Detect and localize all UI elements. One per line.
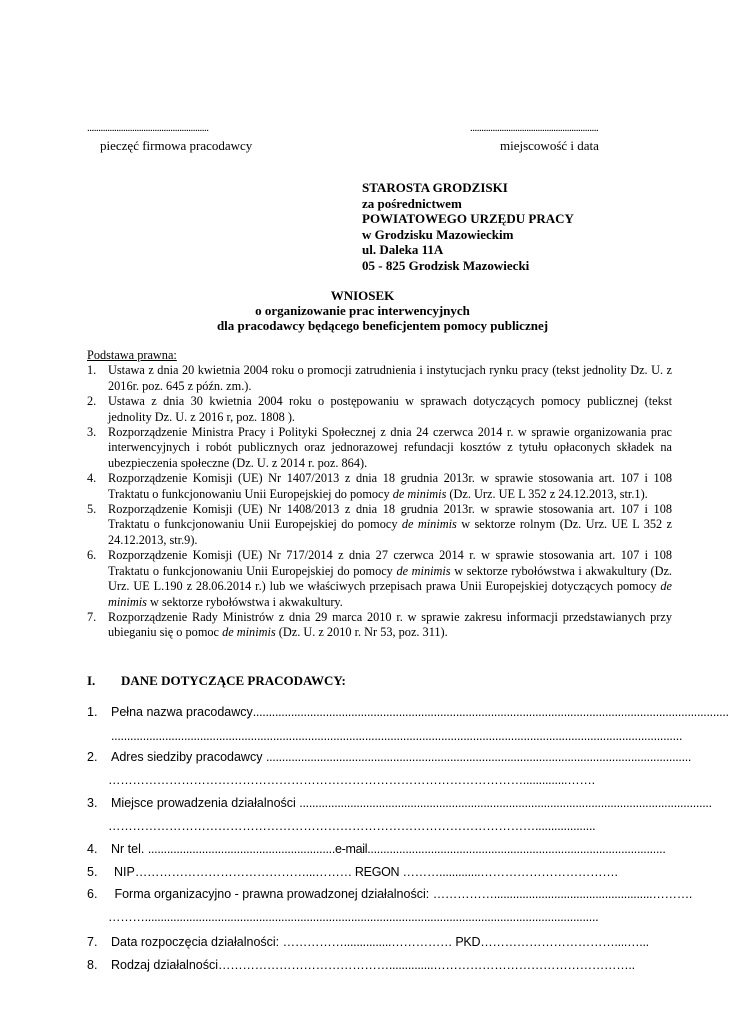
field-label: Data rozpoczęcia działalności: bbox=[111, 935, 283, 949]
section-number: I. bbox=[87, 673, 96, 688]
field-label: Rodzaj działalności bbox=[111, 958, 219, 972]
field-business-type[interactable] bbox=[87, 958, 674, 972]
item-text-italic: de minimis bbox=[392, 486, 447, 501]
list-item bbox=[87, 610, 672, 641]
field-legal-form-cont[interactable] bbox=[108, 910, 674, 924]
item-text: Rozporządzenie Ministra Pracy i Polityki Społecznej z dnia 24 czerwca 2014 r. w sprawie organizowania prac interwencyjnych i robót publicznych oraz jednorazowej refundacji kosztów z tytułu opłaconych składek na ubezpieczenia społeczne (Dz. U. z 2014 r. poz. 864). bbox=[108, 425, 672, 470]
field-label: Nr tel. bbox=[111, 842, 148, 856]
item-number: 4. bbox=[87, 471, 97, 486]
field-label: Forma organizacyjno - prawna prowadzonej działalności: bbox=[111, 887, 433, 901]
item-number: 1. bbox=[87, 363, 97, 378]
field-dots[interactable]: ……………..................................................………. bbox=[432, 887, 693, 901]
field-dots[interactable]: ...................................................................................................................................... bbox=[265, 750, 692, 764]
place-date-label: miejscowość i data bbox=[500, 138, 599, 153]
legal-basis bbox=[87, 348, 672, 641]
list-item bbox=[87, 548, 672, 610]
item-number: 7. bbox=[87, 609, 97, 624]
addressee-line: za pośrednictwem bbox=[362, 195, 462, 211]
field-number: 8. bbox=[87, 958, 98, 972]
item-text: Rozporządzenie Komisji (UE) Nr 1408/2013 z dnia 18 grudnia 2013r. w sprawie stosowania art. 107 i 108 Traktatu o funkcjonowaniu Unii Europejskiej do pomocy bbox=[108, 502, 672, 532]
item-text: w sektorze rybołówstwa i akwakultury (Dz. Urz. UE L.190 z 28.06.2014 r.) lub we właściwych przepisach prawa Unii Europejskiej dotyczących pomocy bbox=[108, 563, 672, 594]
list-item bbox=[87, 394, 672, 425]
item-text: Rozporządzenie Rady Ministrów z dnia 29 marca 2010 r. w sprawie zakresu informacji przedstawianych przy ubieganiu się o pomoc bbox=[108, 609, 672, 640]
item-text: (Dz. Urz. UE L 352 z 24.12.2013, str.1). bbox=[446, 486, 648, 501]
item-text: Rozporządzenie Komisji (UE) Nr 717/2014 z dnia 27 czerwca 2014 r. w sprawie stosowania art. 107 i 108 Traktatu o funkcjonowaniu Unii Europejskiej do pomocy bbox=[108, 548, 672, 578]
field-dots[interactable]: ……………………………………...……… REGON ……….............……………………………. bbox=[134, 865, 618, 879]
field-business-location[interactable] bbox=[87, 796, 712, 810]
item-text-italic: de minimis bbox=[401, 517, 457, 532]
field-legal-form[interactable] bbox=[87, 887, 693, 901]
field-dots[interactable]: ……………...............…………… PKD……………………………....…... bbox=[282, 935, 649, 949]
item-text: w sektorze rolnym (Dz. Urz. UE L 352 z 24.12.2013, str.9). bbox=[108, 517, 673, 547]
legal-basis-header: Podstawa prawna: bbox=[87, 348, 177, 362]
field-label: Pełna nazwa pracodawcy bbox=[111, 705, 253, 719]
list-item bbox=[87, 425, 672, 471]
item-text: w sektorze rybołówstwa i akwakultury. bbox=[146, 594, 343, 609]
field-label: NIP bbox=[114, 865, 135, 879]
item-text: Rozporządzenie Komisji (UE) Nr 1407/2013 z dnia 18 grudnia 2013r. w sprawie stosowania art. 107 i 108 Traktatu o funkcjonowaniu Unii Europejskiej do pomocy bbox=[108, 471, 672, 501]
field-number: 2. bbox=[87, 750, 98, 764]
addressee-line: w Grodzisku Mazowieckim bbox=[362, 226, 514, 242]
document-title: WNIOSEK bbox=[330, 288, 395, 303]
list-item bbox=[87, 502, 672, 548]
place-date-dots: ......................................................... bbox=[470, 122, 599, 134]
legal-basis-list bbox=[87, 363, 672, 640]
field-number: 7. bbox=[87, 935, 98, 949]
item-text: Ustawa z dnia 30 kwietnia 2004 roku o postępowaniu w sprawach dotyczących pomocy publicznej (tekst jednolity Dz. U. z 2016 r, poz. 1808 ). bbox=[108, 394, 672, 424]
field-dots[interactable]: ……………………………………………………………………………………………................... bbox=[108, 819, 596, 833]
addressee-line: 05 - 825 Grodzisk Mazowiecki bbox=[362, 257, 530, 273]
field-dots[interactable]: ……………………………………..............………………………………………….. bbox=[218, 958, 635, 972]
addressee-block bbox=[362, 180, 574, 274]
item-number: 3. bbox=[87, 425, 97, 440]
list-item bbox=[87, 471, 672, 502]
field-dots[interactable]: ...................................................................................................................................................... bbox=[252, 705, 729, 719]
field-dots[interactable]: ………............................................................................................................................................... bbox=[108, 910, 599, 924]
field-number: 5. bbox=[87, 865, 98, 879]
field-company-name-cont[interactable] bbox=[111, 729, 683, 743]
item-text-italic: de minimis bbox=[222, 625, 276, 640]
addressee-line: ul. Daleka 11A bbox=[362, 242, 444, 258]
addressee-line: POWIATOWEGO URZĘDU PRACY bbox=[362, 211, 574, 227]
section-heading bbox=[87, 673, 346, 689]
item-text-italic: de minimis bbox=[108, 579, 672, 609]
field-dots[interactable]: ...........................................................e-mail.............................................................................................. bbox=[147, 842, 666, 856]
field-number: 3. bbox=[87, 796, 98, 810]
field-label: Miejsce prowadzenia działalności bbox=[111, 796, 300, 810]
stamp-label: pieczęć firmowa pracodawcy bbox=[100, 138, 253, 153]
stamp-dots: ...................................................... bbox=[87, 122, 209, 134]
field-dots[interactable]: .................................................................................................................................................................................... bbox=[111, 729, 683, 743]
field-headquarters-address[interactable] bbox=[87, 750, 692, 764]
item-text-italic: de minimis bbox=[396, 563, 451, 578]
field-dots[interactable]: …………………………………………………………………………………………..............……. bbox=[108, 773, 595, 787]
document-subtitle: dla pracodawcy będącego beneficjentem pomocy publicznej bbox=[216, 318, 549, 333]
item-number: 6. bbox=[87, 548, 97, 563]
list-item bbox=[87, 363, 672, 394]
field-number: 4. bbox=[87, 842, 98, 856]
field-label: Adres siedziby pracodawcy bbox=[111, 750, 266, 764]
item-text: (Dz. U. z 2010 r. Nr 53, poz. 311). bbox=[275, 625, 448, 640]
field-number: 6. bbox=[87, 887, 98, 901]
item-number: 5. bbox=[87, 502, 97, 517]
item-text: Ustawa z dnia 20 kwietnia 2004 roku o promocji zatrudnienia i instytucjach rynku pracy (tekst jednolity Dz. U. z 2016r. poz. 645 z późn. zm.). bbox=[108, 363, 672, 393]
field-nip-regon[interactable] bbox=[87, 865, 674, 879]
field-number: 1. bbox=[87, 705, 98, 719]
field-start-date-pkd[interactable] bbox=[87, 935, 674, 949]
section-title: DANE DOTYCZĄCE PRACODAWCY: bbox=[121, 673, 346, 688]
field-headquarters-address-cont[interactable] bbox=[108, 773, 674, 787]
document-subtitle: o organizowanie prac interwencyjnych bbox=[255, 303, 470, 318]
field-dots[interactable]: .................................................................................................................................. bbox=[299, 796, 712, 810]
field-business-location-cont[interactable] bbox=[108, 819, 674, 833]
field-phone-email[interactable] bbox=[87, 842, 674, 856]
field-company-name[interactable] bbox=[87, 705, 729, 719]
item-number: 2. bbox=[87, 394, 97, 409]
addressee-line: STAROSTA GRODZISKI bbox=[362, 180, 508, 195]
